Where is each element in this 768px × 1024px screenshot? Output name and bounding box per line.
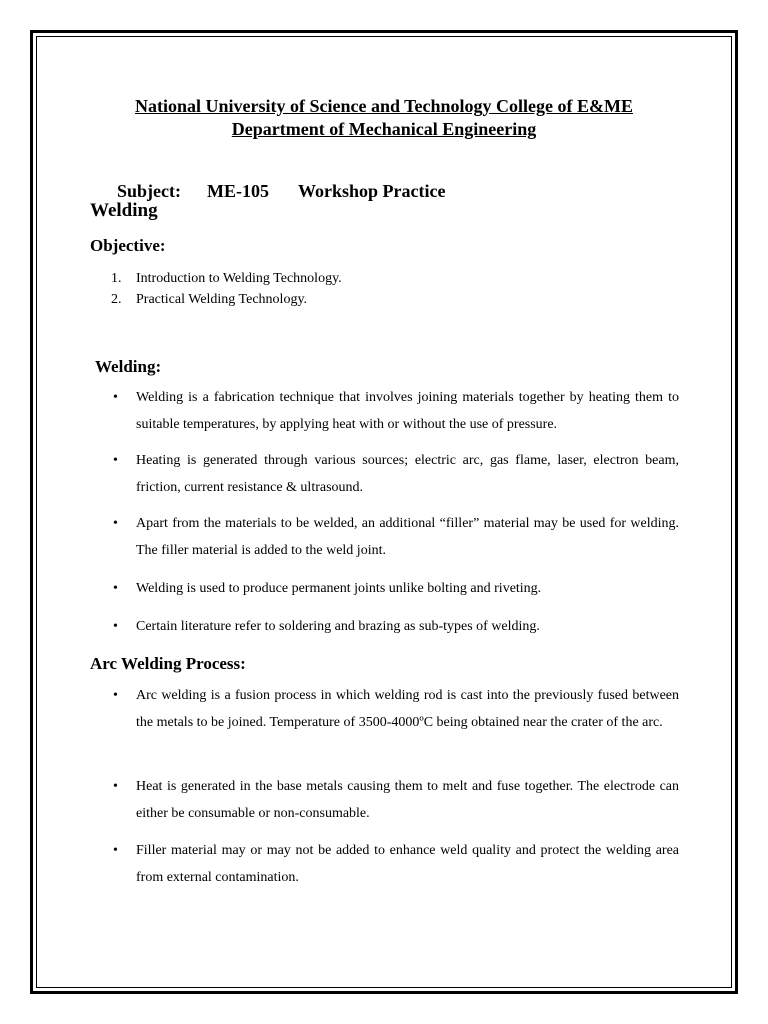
welding-section-heading: Welding: bbox=[95, 357, 162, 376]
subject-label: Subject: bbox=[117, 181, 181, 201]
header-department: Department of Mechanical Engineering bbox=[231, 119, 537, 139]
welding-bullet bbox=[113, 384, 679, 438]
welding-bullet bbox=[113, 613, 679, 640]
objective-item-text: Practical Welding Technology. bbox=[136, 292, 308, 307]
bullet-text: Heating is generated through various sources; electric arc, gas flame, laser, electron beam, friction, current resistance & ultrasound. bbox=[136, 453, 679, 495]
arc-bullet bbox=[113, 837, 679, 891]
bullet-dot: • bbox=[113, 779, 118, 794]
bullet-dot: • bbox=[113, 516, 118, 531]
subject-code: ME-105 bbox=[207, 181, 269, 201]
objective-item-text: Introduction to Welding Technology. bbox=[136, 271, 342, 286]
bullet-text: Heat is generated in the base metals causing them to melt and fuse together. The electrode can either be consumable or non-consumable. bbox=[136, 779, 679, 821]
welding-bullet bbox=[113, 510, 679, 564]
objective-heading: Objective: bbox=[90, 236, 166, 255]
arc-section-heading: Arc Welding Process: bbox=[90, 654, 246, 673]
objective-item-number: 2. bbox=[111, 292, 122, 307]
subject-title: Workshop Practice bbox=[298, 181, 446, 201]
objective-list bbox=[111, 268, 342, 310]
bullet-dot: • bbox=[113, 390, 118, 405]
header-university: National University of Science and Technology College of E&ME bbox=[135, 96, 633, 116]
bullet-dot: • bbox=[113, 619, 118, 634]
bullet-text: Apart from the materials to be welded, an additional “filler” material may be used for welding. The filler material is added to the weld joint. bbox=[136, 516, 679, 558]
main-heading: Welding bbox=[90, 200, 158, 221]
bullet-dot: • bbox=[113, 843, 118, 858]
arc-bullet bbox=[113, 682, 679, 736]
objective-item-number: 1. bbox=[111, 271, 122, 286]
bullet-text: Welding is a fabrication technique that involves joining materials together by heating them to suitable temperatures, by applying heat with or without the use of pressure. bbox=[136, 390, 679, 432]
bullet-text: Filler material may or may not be added to enhance weld quality and protect the welding area from external contamination. bbox=[136, 843, 679, 885]
welding-bullet bbox=[113, 575, 679, 602]
bullet-text: Certain literature refer to soldering and brazing as sub-types of welding. bbox=[136, 619, 540, 634]
bullet-dot: • bbox=[113, 453, 118, 468]
bullet-dot: • bbox=[113, 688, 118, 703]
welding-bullet bbox=[113, 447, 679, 501]
objective-item bbox=[111, 268, 342, 289]
bullet-text: Welding is used to produce permanent joints unlike bolting and riveting. bbox=[136, 581, 542, 596]
bullet-dot: • bbox=[113, 581, 118, 596]
bullet-text: Arc welding is a fusion process in which welding rod is cast into the previously fused between the metals to be joined. Temperature of 3500-4000ºC being obtained near the crater of the arc. bbox=[136, 688, 679, 730]
objective-item bbox=[111, 289, 342, 310]
arc-bullet bbox=[113, 773, 679, 827]
